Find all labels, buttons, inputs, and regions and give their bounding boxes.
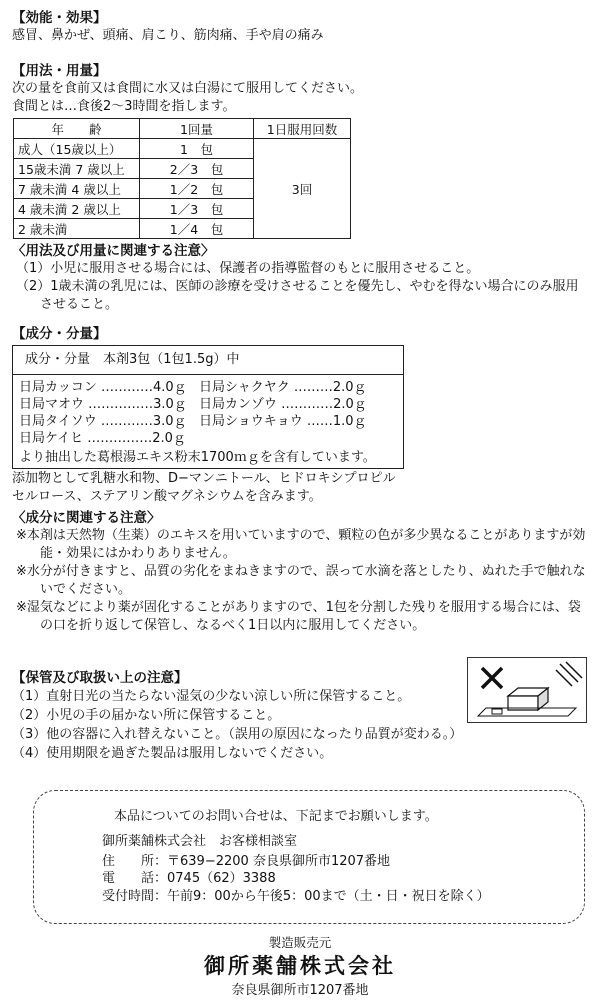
ingredients-box-title: 成分・分量 本剤3包（1包1.5g）中 bbox=[13, 346, 403, 375]
no-sunlight-illustration bbox=[467, 657, 587, 723]
dose-cell: 1 包 bbox=[140, 139, 254, 159]
effects-heading: 【効能・効果】 bbox=[12, 10, 107, 26]
times-cell: 3回 bbox=[254, 139, 351, 239]
ingredients-box bbox=[12, 345, 404, 469]
address-label: 住 所： bbox=[102, 853, 168, 869]
dose-cell: 1／4 包 bbox=[140, 219, 254, 239]
footer-address: 奈良県御所市1207番地 bbox=[231, 983, 369, 998]
age-cell: 2 歳未満 bbox=[14, 219, 140, 239]
footer-label: 製造販売元 bbox=[268, 935, 332, 950]
usage-heading: 【用法・用量】 bbox=[12, 63, 107, 79]
ingredient-item: 日局シャクヤク ………2.0ｇ bbox=[199, 380, 367, 395]
ingredients-extract: より抽出した葛根湯エキス粉末1700ｍｇを含有しています。 bbox=[19, 450, 376, 465]
table-header-row bbox=[14, 119, 351, 139]
footer-company: 御所薬舗株式会社 bbox=[204, 954, 396, 978]
dosage-table bbox=[13, 118, 351, 239]
age-cell: 4 歳未満 2 歳以上 bbox=[14, 199, 140, 219]
storage-item-4: （4）使用期限を過ぎた製品は服用しないでください。 bbox=[12, 746, 333, 761]
usage-line-1: 次の量を食前又は食間に水又は白湯にて服用してください。 bbox=[12, 81, 364, 96]
ingredient-note-2: ※水分が付きますと、品質の劣化をまねきますので、誤って水滴を落としたり、ぬれた手で触れないでください。 bbox=[16, 564, 586, 597]
ingredient-item: 日局カンゾウ …………2.0ｇ bbox=[199, 397, 367, 412]
usage-note-1: （1）小児に服用させる場合には、保護者の指導監督のもとに服用させること。 bbox=[16, 261, 480, 276]
phone-value: 0745（62）3388 bbox=[167, 871, 276, 886]
dose-cell: 1／3 包 bbox=[140, 199, 254, 219]
additives-line-1: 添加物として乳糖水和物、D−マンニトール、ヒドロキシプロピル bbox=[12, 471, 396, 486]
contact-box bbox=[33, 790, 585, 924]
age-cell: 15歳未満 7 歳以上 bbox=[14, 159, 140, 179]
ingredient-note-3: ※湿気などにより薬が固化することがありますので、1包を分割した残りを服用する場合には、袋の口を折り返して保管し、なるべく1日以内に服用してください。 bbox=[16, 600, 581, 633]
storage-item-1: （1）直射日光の当たらない湿気の少ない涼しい所に保管すること。 bbox=[12, 689, 411, 704]
age-cell: 成人（15歳以上） bbox=[14, 139, 140, 159]
ingredient-note-1: ※本剤は天然物（生薬）のエキスを用いていますので、顆粒の色が多少異なることがありますが効能・効果にはかわりありません。 bbox=[16, 528, 586, 561]
ingredients-heading: 【成分・分量】 bbox=[12, 326, 107, 342]
sun-rays-icon bbox=[556, 662, 582, 686]
hours-label: 受付時間： bbox=[102, 888, 168, 904]
phone-label: 電 話： bbox=[102, 871, 168, 886]
ingredient-item: 日局タイソウ …………3.0ｇ bbox=[19, 414, 187, 429]
ingredient-item: 日局ショウキョウ ……1.0ｇ bbox=[199, 414, 367, 429]
dose-cell: 1／2 包 bbox=[140, 179, 254, 199]
ingredient-notes-heading: 〈成分に関連する注意〉 bbox=[12, 510, 161, 526]
contact-intro: 本品についてのお問い合せは、下記までお願いします。 bbox=[114, 809, 438, 824]
table-row bbox=[14, 139, 351, 159]
age-cell: 7 歳未満 4 歳以上 bbox=[14, 179, 140, 199]
contact-company: 御所薬舗株式会社 お客様相談室 bbox=[102, 834, 298, 849]
address-value: 〒639−2200 奈良県御所市1207番地 bbox=[167, 853, 391, 869]
storage-item-3: （3）他の容器に入れ替えないこと。（誤用の原因になったり品質が変わる。） bbox=[12, 727, 463, 742]
ingredients-list bbox=[13, 375, 403, 449]
usage-notes-heading: 〈用法及び用量に関連する注意〉 bbox=[12, 243, 215, 259]
hours-value: 午前9：00から午後5：00まで（土・日・祝日を除く） bbox=[167, 888, 490, 904]
ingredient-item: 日局マオウ ……………3.0ｇ bbox=[19, 397, 187, 412]
header-age: 年 齢 bbox=[14, 119, 140, 139]
header-dose: 1回量 bbox=[140, 119, 254, 139]
usage-line-2: 食間とは…食後2〜3時間を指します。 bbox=[12, 99, 236, 114]
effects-text: 感冒、鼻かぜ、頭痛、肩こり、筋肉痛、手や肩の痛み bbox=[12, 28, 324, 43]
additives-line-2: セルロース、ステアリン酸マグネシウムを含みます。 bbox=[12, 489, 322, 504]
ingredient-item: 日局カッコン …………4.0ｇ bbox=[19, 380, 187, 395]
header-times: 1日服用回数 bbox=[254, 119, 351, 139]
ingredient-item: 日局ケイヒ ……………2.0ｇ bbox=[19, 431, 186, 446]
storage-item-2: （2）小児の手の届かない所に保管すること。 bbox=[12, 708, 281, 723]
storage-heading: 【保管及び取扱い上の注意】 bbox=[12, 670, 188, 686]
dose-cell: 2／3 包 bbox=[140, 159, 254, 179]
usage-note-2: （2）1歳未満の乳児には、医師の診療を受けさせることを優先し、やむを得ない場合にのみ服用させること。 bbox=[16, 279, 579, 312]
